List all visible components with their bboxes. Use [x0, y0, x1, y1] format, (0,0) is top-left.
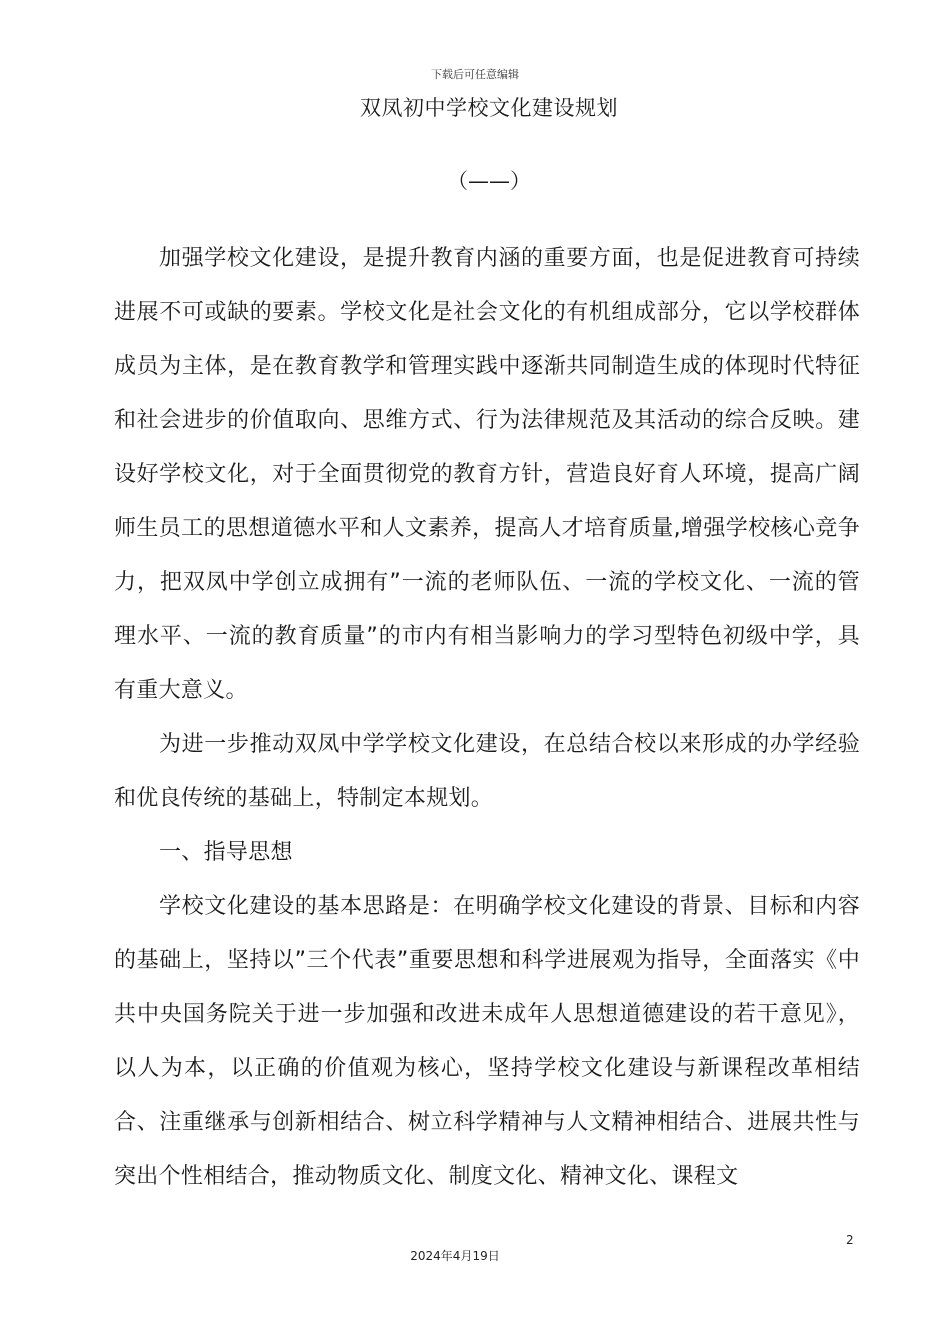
footer-date: 2024年4月19日 — [410, 1249, 500, 1263]
header-note: 下载后可任意编辑 — [431, 68, 519, 81]
paragraph-intro: 加强学校文化建设，是提升教育内涵的重要方面，也是促进教育可持续进展不可或缺的要素。学校文化是社会文化的有机组成部分，它以学校群体成员为主体，是在教育教学和管理实践中逐渐共同制造生成的体现时代特征和社会进步的价值取向、思维方式、行为法律规范及其活动的综合反映。建设好学校文化，对于全面贯彻党的教育方针，营造良好育人环境，提高广阔师生员工的思想道德水平和人文素养，提高人才培育质量,增强学校核心竞争力，把双凤中学创立成拥有”一流的老师队伍、一流的学校文化、一流的管理水平、一流的教育质量”的市内有相当影响力的学习型特色初级中学，具有重大意义。 — [114, 246, 860, 703]
section-heading-guiding-thought: 一、指导思想 — [159, 840, 293, 865]
document-body — [114, 232, 860, 1204]
document-title: 双凤初中学校文化建设规划 — [360, 96, 618, 120]
document-subtitle: （——） — [447, 169, 531, 193]
paragraph-purpose: 为进一步推动双凤中学学校文化建设，在总结合校以来形成的办学经验和优良传统的基础上，特制定本规划。 — [114, 732, 860, 811]
paragraph-basic-approach: 学校文化建设的基本思路是：在明确学校文化建设的背景、目标和内容的基础上，坚持以”三个代表”重要思想和科学进展观为指导，全面落实《中共中央国务院关于进一步加强和改进未成年人思想道德建设的若干意见》，以人为本，以正确的价值观为核心，坚持学校文化建设与新课程改革相结合、注重继承与创新相结合、树立科学精神与人文精神相结合、进展共性与突出个性相结合，推动物质文化、制度文化、精神文化、课程文 — [114, 894, 860, 1189]
page-number: 2 — [846, 1233, 854, 1247]
